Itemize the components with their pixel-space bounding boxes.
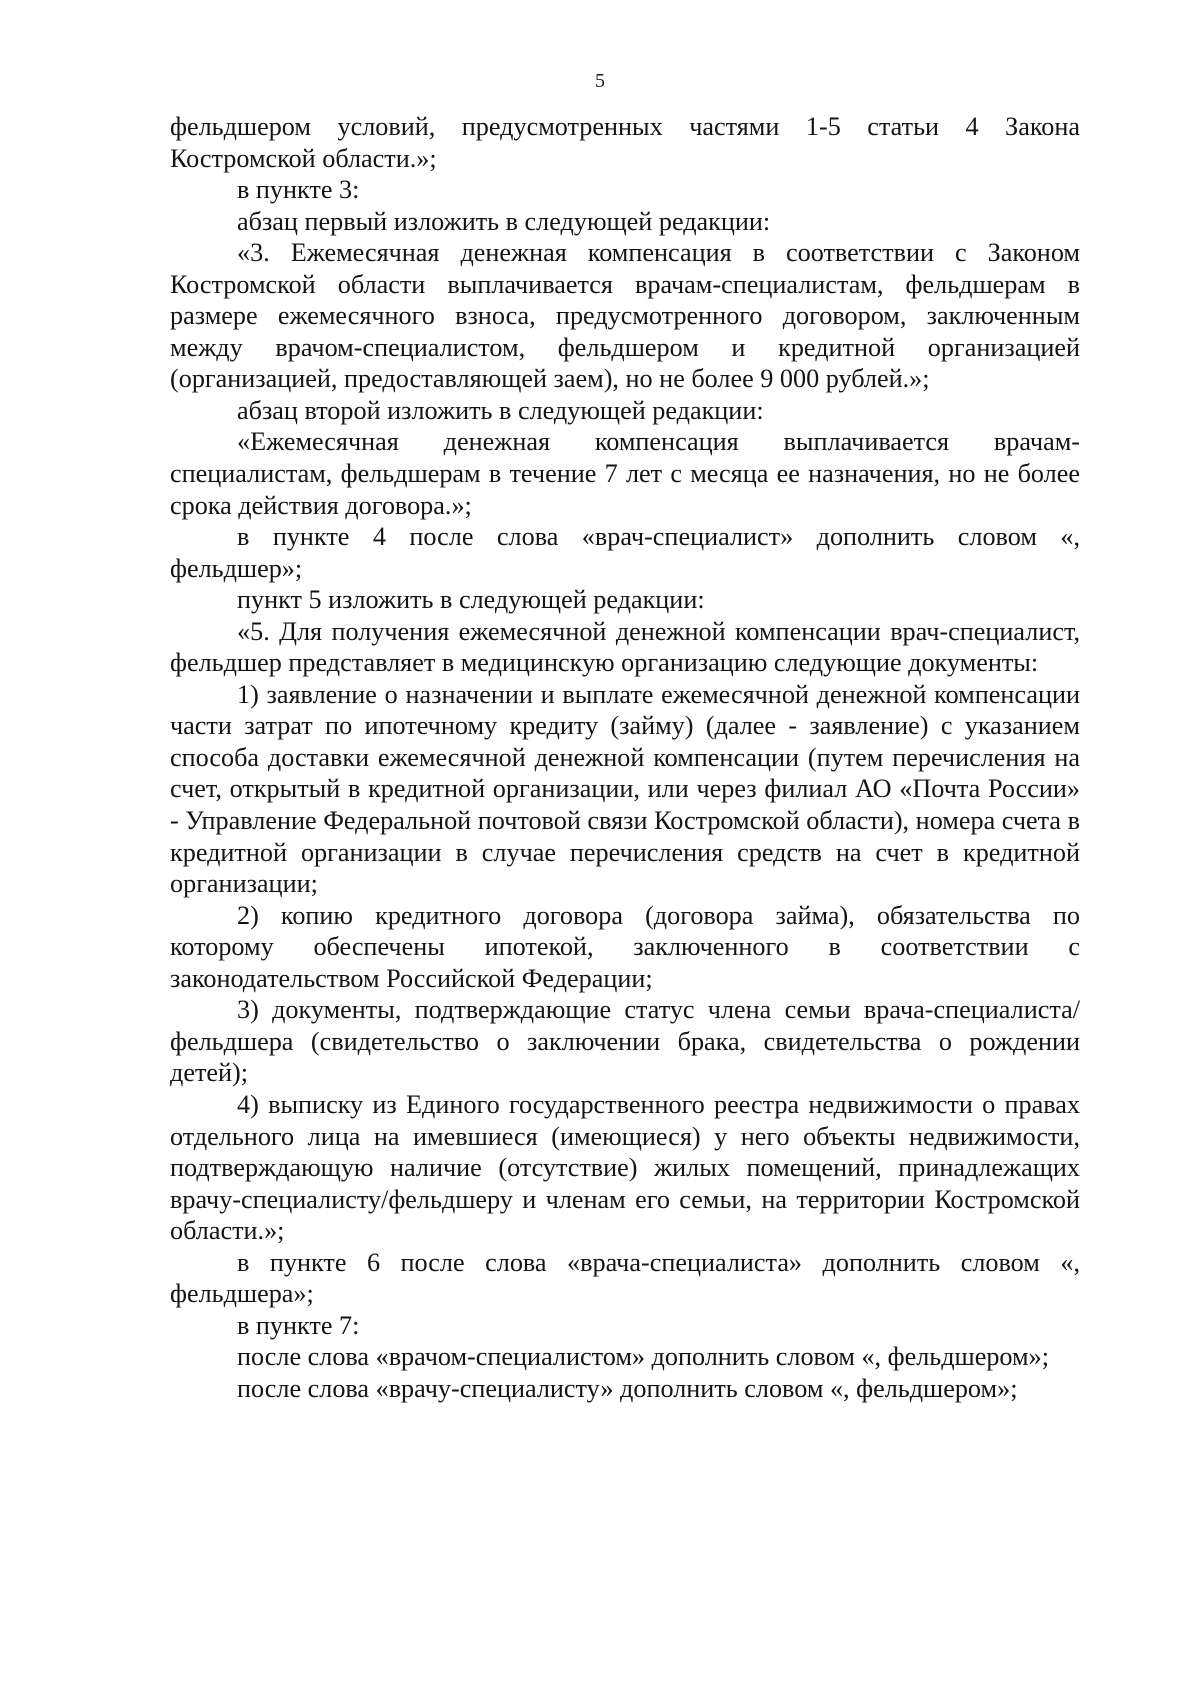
- paragraph: «3. Ежемесячная денежная компенсация в соответствии с Законом Костромской области выплачивается врачам-специалистам, фельдшерам в размере ежемесячного взноса, предусмотренного договором, заключенным между врачом-специалистом, фельдшером и кредитной организацией (организацией, предоставляющей заем), но не более 9 000 рублей.»;: [170, 238, 1080, 394]
- list-item: 2) копию кредитного договора (договора займа), обязательства по которому обеспечены ипотекой, заключенного в соответствии с законодательством Российской Федерации;: [170, 900, 1080, 993]
- paragraph: после слова «врачом-специалистом» дополнить словом «, фельдшером»;: [237, 1342, 1049, 1372]
- list-item: 3) документы, подтверждающие статус члена семьи врача-специалиста/фельдшера (свидетельство о заключении брака, свидетельства о рождении детей);: [170, 995, 1080, 1088]
- paragraph: в пункте 7:: [237, 1310, 360, 1340]
- paragraph: в пункте 6 после слова «врача-специалиста» дополнить словом «, фельдшера»;: [170, 1247, 1080, 1309]
- paragraph-continuation: фельдшером условий, предусмотренных частями 1-5 статьи 4 Закона Костромской области.»;: [170, 112, 1080, 173]
- document-body: [170, 111, 1080, 1404]
- list-item: 1) заявление о назначении и выплате ежемесячной денежной компенсации части затрат по ипотечному кредиту (займу) (далее - заявление) с указанием способа доставки ежемесячной денежной компенсации (путем перечисления на счет, открытый в кредитной организации, или через филиал АО «Почта России» - Управление Федеральной почтовой связи Костромской области), номера счета в кредитной организации в случае перечисления средств на счет в кредитной организации;: [170, 679, 1080, 899]
- paragraph: абзац первый изложить в следующей редакции:: [237, 206, 771, 236]
- paragraph: в пункте 4 после слова «врач-специалист» дополнить словом «, фельдшер»;: [170, 522, 1080, 583]
- paragraph: «Ежемесячная денежная компенсация выплачивается врачам-специалистам, фельдшерам в течение 7 лет с месяца ее назначения, но не более срока действия договора.»;: [170, 427, 1080, 520]
- paragraph: «5. Для получения ежемесячной денежной компенсации врач-специалист, фельдшер представляет в медицинскую организацию следующие документы:: [170, 616, 1080, 678]
- paragraph: абзац второй изложить в следующей редакции:: [237, 395, 764, 425]
- list-item: 4) выписку из Единого государственного реестра недвижимости о правах отдельного лица на имевшиеся (имеющиеся) у него объекты недвижимости, подтверждающую наличие (отсутствие) жилых помещений, принадлежащих врачу-специалисту/фельдшеру и членам его семьи, на территории Костромской области.»;: [170, 1089, 1080, 1246]
- paragraph: в пункте 3:: [237, 175, 360, 205]
- page-number: 5: [595, 70, 605, 92]
- paragraph: пункт 5 изложить в следующей редакции:: [237, 585, 705, 615]
- paragraph: после слова «врачу-специалисту» дополнить словом «, фельдшером»;: [237, 1373, 1018, 1403]
